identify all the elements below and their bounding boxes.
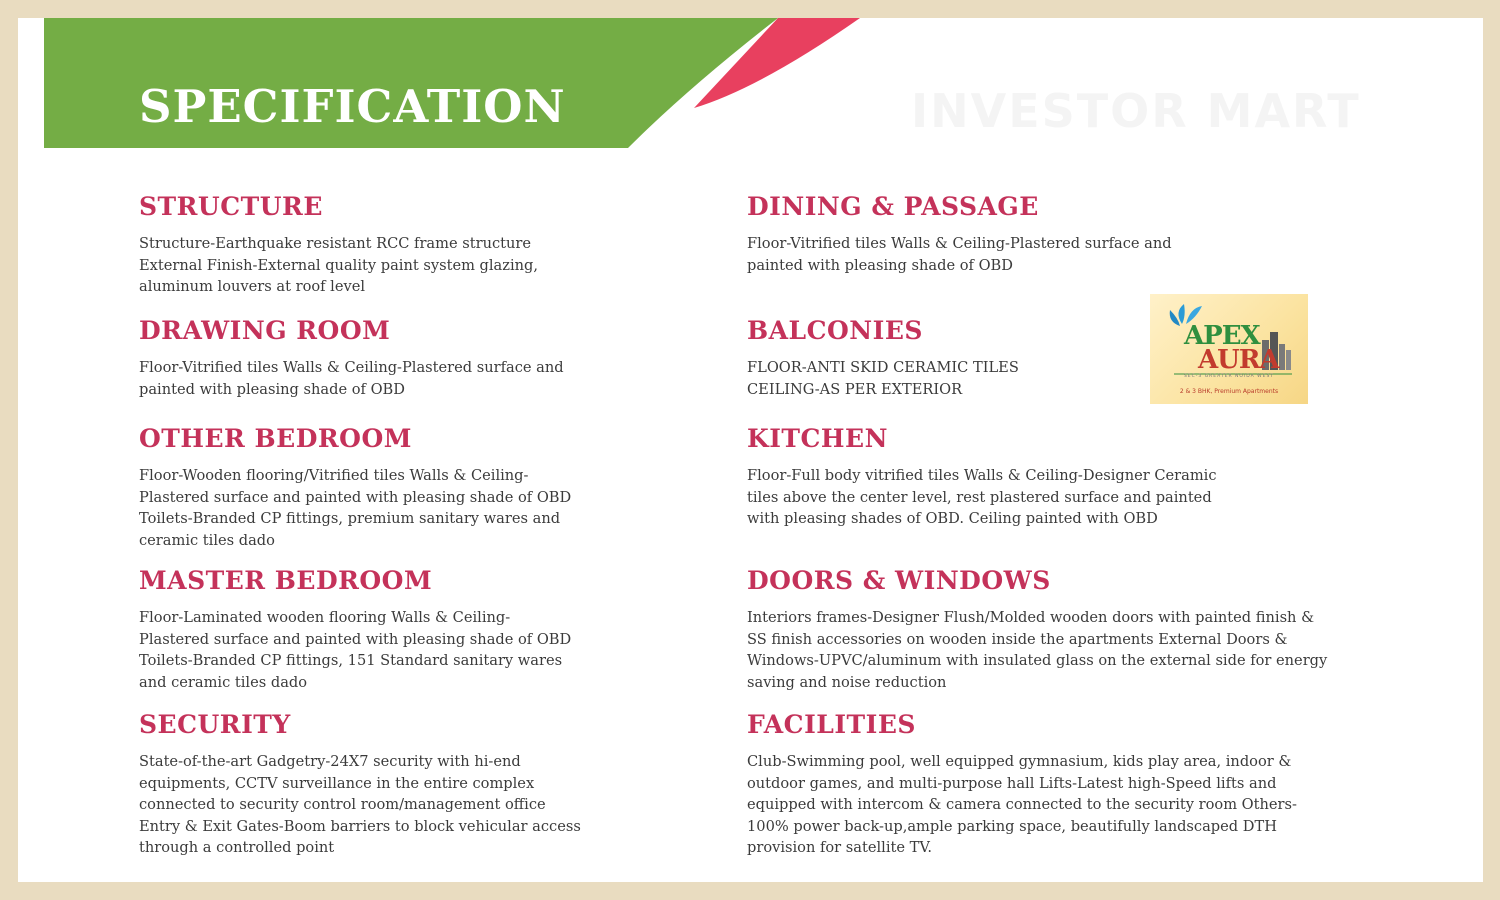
section-kitchen: [747, 425, 1217, 530]
section-title: DOORS & WINDOWS: [747, 566, 1051, 595]
section-body: FLOOR-ANTI SKID CERAMIC TILES CEILING-AS PER EXTERIOR: [747, 359, 1019, 398]
logo-subtitle: 2 & 3 BHK, Premium Apartments: [1179, 388, 1279, 395]
section-doors-windows: [747, 567, 1327, 693]
section-title: DINING & PASSAGE: [747, 192, 1039, 221]
section-title: OTHER BEDROOM: [139, 424, 412, 453]
section-body: Floor-Full body vitrified tiles Walls & Ceiling-Designer Ceramic tiles above the center level, rest plastered surface and painted with pleasing shades of OBD. Ceiling painted with OBD: [747, 467, 1217, 528]
watermark-text: INVESTOR MART: [911, 84, 1361, 138]
section-title: BALCONIES: [747, 316, 923, 345]
section-other-bedroom: [139, 425, 571, 551]
section-title: DRAWING ROOM: [139, 316, 391, 345]
logo-name-line2: AURA: [1198, 345, 1279, 375]
section-body: Structure-Earthquake resistant RCC frame structure External Finish-External quality paint system glazing, aluminum louvers at roof level: [139, 235, 538, 296]
logo-name: [1184, 321, 1279, 375]
section-body: Floor-Vitrified tiles Walls & Ceiling-Plastered surface and painted with pleasing shade of OBD: [747, 235, 1172, 274]
section-security: [139, 711, 581, 859]
section-title: STRUCTURE: [139, 192, 323, 221]
section-body: Interiors frames-Designer Flush/Molded wooden doors with painted finish & SS finish accessories on wooden inside the apartments External Doors & Windows-UPVC/aluminum with insulated glass on the external side for energy saving and noise reduction: [747, 609, 1328, 691]
section-master-bedroom: [139, 567, 571, 693]
section-body: Floor-Wooden flooring/Vitrified tiles Walls & Ceiling- Plastered surface and painted with pleasing shade of OBD Toilets-Branded CP fittings, premium sanitary wares and ceramic tiles dado: [139, 467, 572, 549]
section-facilities: [747, 711, 1297, 859]
section-drawing-room: [139, 317, 564, 400]
page-title: SPECIFICATION: [139, 80, 566, 133]
section-structure: [139, 193, 538, 298]
section-body: Floor-Laminated wooden flooring Walls & Ceiling- Plastered surface and painted with pleasing shade of OBD Toilets-Branded CP fittings, 151 Standard sanitary wares and ceramic tiles dado: [139, 609, 572, 691]
section-body: State-of-the-art Gadgetry-24X7 security with hi-end equipments, CCTV surveillance in the entire complex connected to security control room/management office Entry & Exit Gates-Boom barriers to block vehicular access through a controlled point: [139, 753, 581, 857]
section-balconies: [747, 317, 1019, 400]
section-title: MASTER BEDROOM: [139, 566, 433, 595]
logo-name-line1: APEX: [1184, 321, 1260, 351]
section-title: FACILITIES: [747, 710, 916, 739]
logo-tagline: SEC-3 GREATER NOIDA WEST: [1183, 374, 1275, 379]
section-body: Club-Swimming pool, well equipped gymnasium, kids play area, indoor & outdoor games, and multi-purpose hall Lifts-Latest high-Speed lifts and equipped with intercom & camera connected to the security room Others- 100% power back-up,ample parking space, beautifully landscaped DTH provision for satellite TV.: [747, 753, 1297, 857]
section-body: Floor-Vitrified tiles Walls & Ceiling-Plastered surface and painted with pleasing shade of OBD: [139, 359, 564, 398]
section-dining-passage: [747, 193, 1172, 276]
section-title: KITCHEN: [747, 424, 888, 453]
specification-page: [18, 18, 1483, 882]
apex-aura-logo: [1150, 294, 1308, 404]
section-title: SECURITY: [139, 710, 291, 739]
